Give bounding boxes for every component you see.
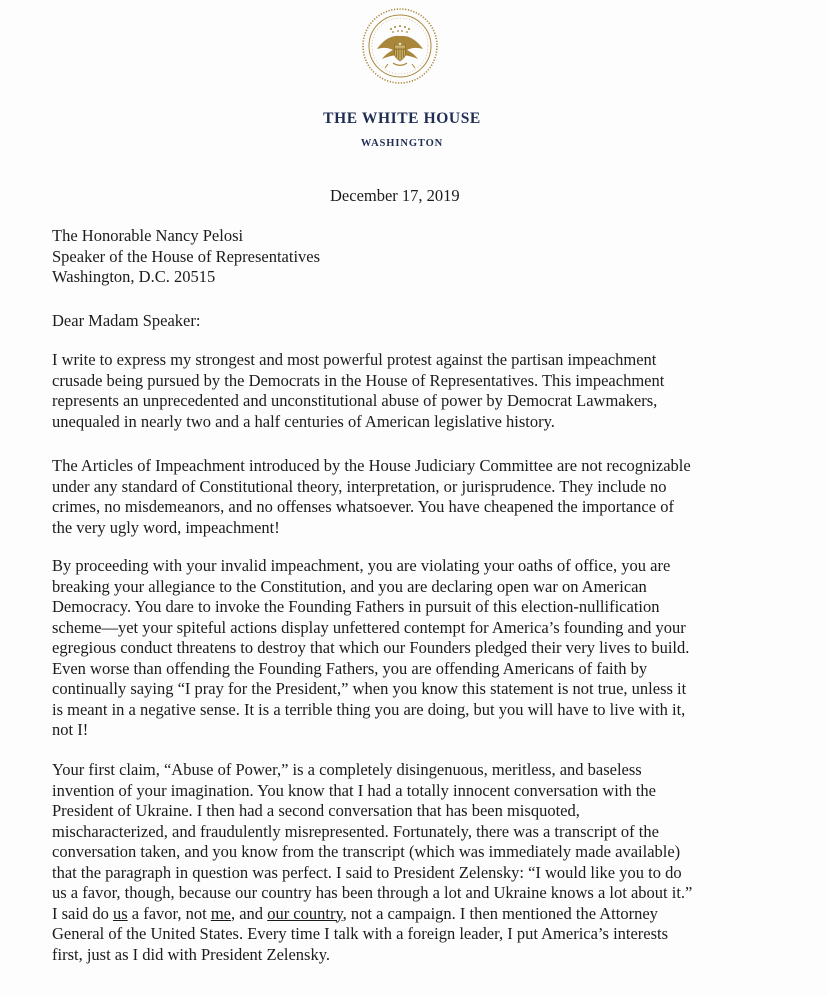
- underlined-our-country: our country: [267, 903, 343, 923]
- text-line: crusade being pursued by the Democrats in the House of Representatives. This impeachment: [52, 370, 665, 390]
- recipient-address: [52, 226, 320, 288]
- body-paragraph-4: [52, 760, 812, 965]
- text-line: conversation taken, and you know from the transcript (which was immediately made available): [52, 842, 681, 861]
- text-line: egregious conduct threatens to destroy that which our Founders pledged their very lives to build.: [52, 638, 690, 657]
- text-line: General of the United States. Every time I talk with a foreign leader, I put America’s interests: [52, 924, 669, 943]
- text-line: Even worse than offending the Founding Fathers, you are offending Americans of faith by: [52, 658, 648, 678]
- salutation: Dear Madam Speaker:: [52, 311, 201, 330]
- text-line: invention of your imagination. You know that I had a totally innocent conversation with the: [52, 780, 656, 800]
- text-line: By proceeding with your invalid impeachment, you are violating your oaths of office, you are: [52, 556, 671, 575]
- text-line: represents an unprecedented and unconstitutional abuse of power by Democrat Lawmakers,: [52, 391, 658, 410]
- underlined-us: us: [112, 903, 128, 923]
- text-line: us a favor, though, because our country has been through a lot and Ukraine knows a lot about it.”: [52, 883, 693, 902]
- text-line: first, just as I did with President Zelensky.: [52, 944, 331, 964]
- text-line: continually saying “I pray for the President,” when you know this statement is not true, unless it: [52, 679, 687, 698]
- recipient-name: The Honorable Nancy Pelosi: [52, 226, 244, 245]
- body-paragraph-3: [52, 556, 812, 741]
- underlined-me: me: [210, 903, 231, 923]
- text-line: breaking your allegiance to the Constitution, and you are declaring open war on American: [52, 576, 647, 596]
- letterhead-title: THE WHITE HOUSE: [323, 110, 481, 127]
- text-segment: I said do: [52, 903, 113, 923]
- text-line: I write to express my strongest and most powerful protest against the partisan impeachment: [52, 350, 657, 369]
- letterhead-city: WASHINGTON: [360, 138, 444, 149]
- body-paragraph-1: [52, 350, 812, 432]
- text-line: that the paragraph in question was perfect. I said to President Zelensky: “I would like you to do: [52, 862, 682, 882]
- recipient-title: Speaker of the House of Representatives: [52, 246, 321, 266]
- text-line: Your first claim, “Abuse of Power,” is a completely disingenuous, meritless, and baseless: [52, 760, 642, 779]
- text-segment: , not a campaign. I then mentioned the Attorney: [342, 903, 658, 923]
- text-line: mischaracterized, and fraudulently misrepresented. Fortunately, there was a transcript of the: [52, 821, 659, 841]
- text-line: The Articles of Impeachment introduced by the House Judiciary Committee are not recognizable: [52, 456, 691, 475]
- recipient-location: Washington, D.C. 20515: [52, 267, 216, 286]
- text-line: under any standard of Constitutional theory, interpretation, or jurisprudence. They include no: [52, 476, 667, 496]
- body-paragraph-2: [52, 456, 812, 538]
- text-segment: a favor, not: [127, 903, 211, 923]
- letter-date: December 17, 2019: [330, 186, 460, 205]
- presidential-seal-icon: [360, 6, 440, 86]
- text-line: President of Ukraine. I then had a second conversation that has been misquoted,: [52, 801, 580, 820]
- text-line: scheme—yet your spiteful actions display unfettered contempt for America’s founding and your: [52, 617, 686, 637]
- emphasis-line: [52, 904, 812, 925]
- text-line: the very ugly word, impeachment!: [52, 517, 280, 537]
- text-line: unequaled in nearly two and a half centuries of American legislative history.: [52, 411, 555, 431]
- text-line: Democracy. You dare to invoke the Founding Fathers in pursuit of this election-nullification: [52, 597, 660, 616]
- text-line: crimes, no misdemeanors, and no offenses whatsoever. You have cheapened the importance of: [52, 497, 674, 516]
- text-line: is meant in a negative sense. It is a terrible thing you are doing, but you will have to live with it,: [52, 699, 686, 719]
- text-line: not I!: [52, 720, 89, 739]
- text-segment: , and: [230, 903, 268, 923]
